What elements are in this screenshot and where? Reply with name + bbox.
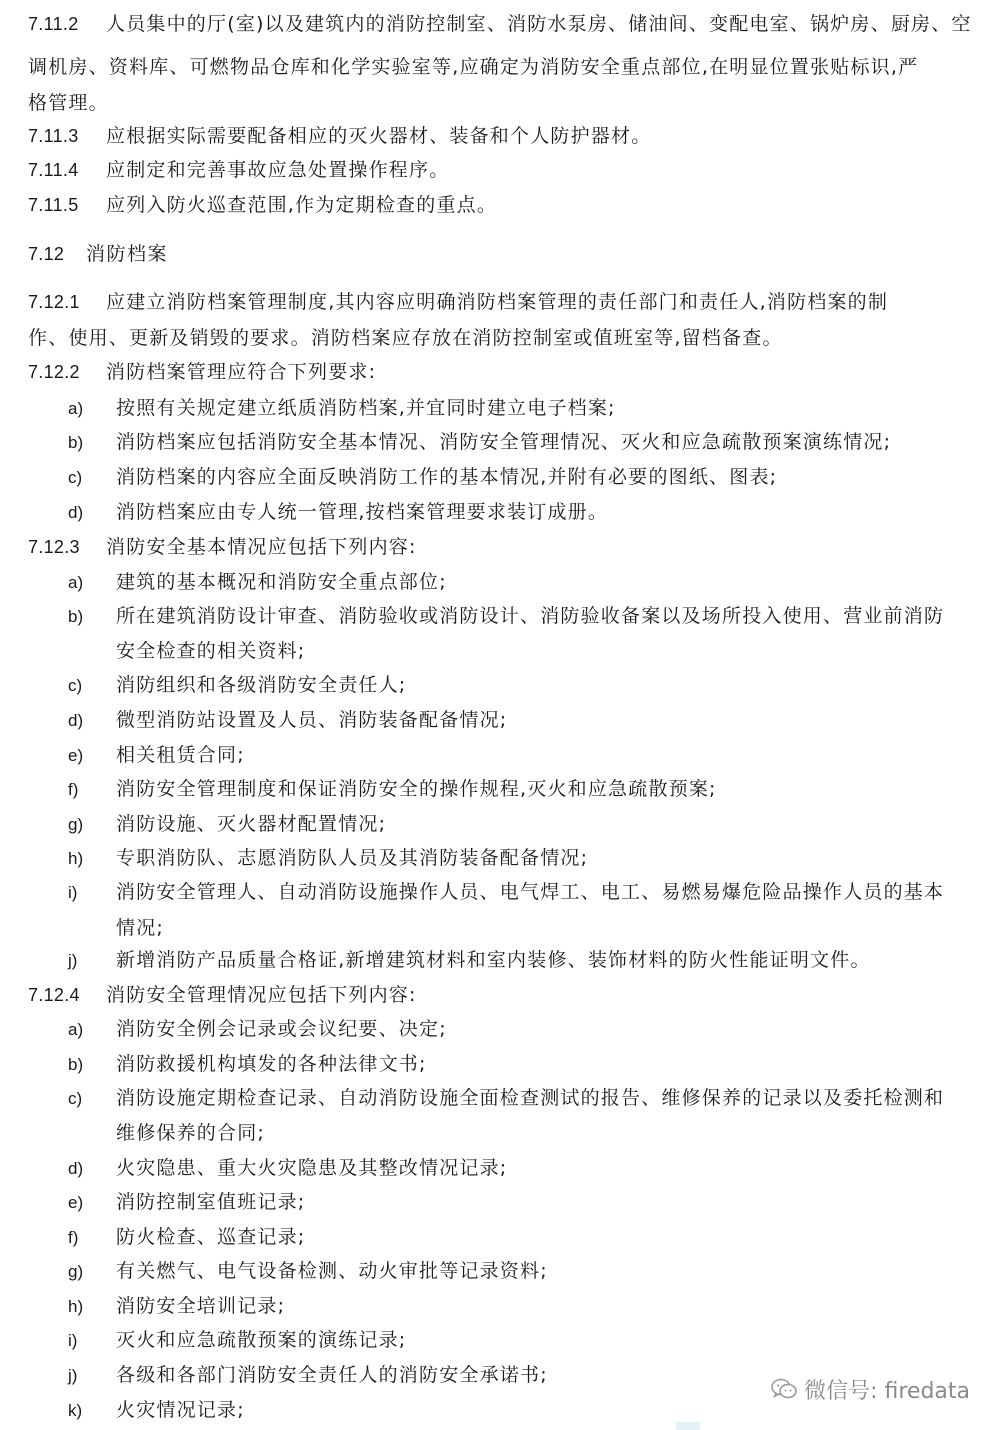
list-item	[28, 1156, 988, 1180]
list-item	[28, 948, 988, 972]
list-item-label: b)	[68, 1055, 84, 1074]
clause	[28, 360, 988, 384]
list-item-text: 消防安全培训记录;	[116, 1295, 286, 1317]
continuation-text: 调机房、资料库、可燃物品仓库和化学实验室等,应确定为消防安全重点部位,在明显位置张贴标识,严	[28, 56, 919, 78]
clause-text: 消防档案管理应符合下列要求:	[106, 361, 377, 383]
clause	[28, 535, 988, 559]
list-item-text: 消防设施、灭火器材配置情况;	[116, 813, 387, 835]
list-item	[28, 1017, 988, 1041]
continuation-line	[28, 916, 988, 940]
list-item-label: j)	[68, 951, 78, 970]
list-item-text: 灭火和应急疏散预案的演练记录;	[116, 1329, 407, 1351]
clause-text: 消防安全管理情况应包括下列内容:	[106, 984, 417, 1006]
list-item	[28, 812, 988, 836]
clause-text: 消防安全基本情况应包括下列内容:	[106, 536, 417, 558]
list-item-label: b)	[68, 607, 84, 626]
list-item	[28, 430, 988, 454]
wechat-watermark	[770, 1374, 970, 1404]
section-heading	[28, 242, 988, 266]
list-item	[28, 1052, 988, 1076]
list-item-text: 专职消防队、志愿消防队人员及其消防装备配备情况;	[116, 847, 589, 869]
list-item-label: b)	[68, 433, 84, 452]
continuation-wrap	[28, 916, 988, 940]
list-item-label: e)	[68, 1193, 84, 1212]
clause	[28, 12, 988, 36]
list-item-label: c)	[68, 676, 83, 695]
list-item-text: 相关租赁合同;	[116, 744, 245, 766]
clause-text: 人员集中的厅(室)以及建筑内的消防控制室、消防水泵房、储油间、变配电室、锅炉房、厨房、空	[106, 13, 972, 35]
list-item	[28, 604, 988, 628]
clause-number: 7.11.5	[28, 195, 79, 215]
list-item-text: 建筑的基本概况和消防安全重点部位;	[116, 571, 447, 593]
list-item-label: d)	[68, 711, 84, 730]
list-item	[28, 1328, 988, 1352]
watermark-text: 微信号: firedata	[804, 1378, 970, 1404]
continuation-line	[28, 639, 988, 663]
continuation-wrap	[28, 639, 988, 663]
section-title: 消防档案	[86, 243, 169, 265]
continuation-text: 情况;	[116, 917, 165, 939]
list-item-label: a)	[68, 573, 84, 592]
list-item-text: 消防档案应由专人统一管理,按档案管理要求装订成册。	[116, 501, 609, 523]
list-item-label: a)	[68, 399, 84, 418]
list-item	[28, 1225, 988, 1249]
continuation-wrap	[28, 55, 988, 79]
list-item-text: 火灾情况记录;	[116, 1399, 245, 1421]
list-item-text: 消防安全管理人、自动消防设施操作人员、电气焊工、电工、易燃易爆危险品操作人员的基本	[116, 881, 945, 903]
clause-text: 应列入防火巡查范围,作为定期检查的重点。	[106, 194, 498, 216]
section-number: 7.12	[28, 244, 65, 264]
wechat-icon	[770, 1377, 798, 1401]
list-item-label: f)	[68, 780, 79, 799]
list-item	[28, 396, 988, 420]
list-item-text: 各级和各部门消防安全责任人的消防安全承诺书;	[116, 1364, 548, 1386]
continuation-text: 维修保养的合同;	[116, 1122, 266, 1144]
decorative-mark	[676, 1422, 700, 1430]
clause-text: 应根据实际需要配备相应的灭火器材、装备和个人防护器材。	[106, 125, 652, 147]
continuation-text: 安全检查的相关资料;	[116, 640, 306, 662]
list-item-label: k)	[68, 1401, 83, 1420]
list-item-label: j)	[68, 1366, 78, 1385]
list-item-text: 消防安全例会记录或会议纪要、决定;	[116, 1018, 447, 1040]
list-item-label: h)	[68, 849, 84, 868]
clause	[28, 193, 988, 217]
list-item-text: 按照有关规定建立纸质消防档案,并宜同时建立电子档案;	[116, 397, 616, 419]
list-item-text: 新增消防产品质量合格证,新增建筑材料和室内装修、装饰材料的防火性能证明文件。	[116, 949, 871, 971]
list-item-text: 消防档案应包括消防安全基本情况、消防安全管理情况、灭火和应急疏散预案演练情况;	[116, 431, 892, 453]
list-item-label: e)	[68, 746, 84, 765]
list-item-label: c)	[68, 468, 83, 487]
list-item-text: 防火检查、巡查记录;	[116, 1226, 306, 1248]
list-item-text: 微型消防站设置及人员、消防装备配备情况;	[116, 709, 508, 731]
continuation-wrap	[28, 91, 988, 115]
clause-number: 7.11.2	[28, 14, 79, 34]
continuation-wrap	[28, 1121, 988, 1145]
list-item	[28, 1086, 988, 1110]
list-item	[28, 1294, 988, 1318]
list-item-text: 消防组织和各级消防安全责任人;	[116, 674, 407, 696]
list-item	[28, 500, 988, 524]
continuation-line	[28, 1121, 988, 1145]
continuation-line	[28, 55, 988, 79]
clause-number: 7.12.3	[28, 537, 80, 557]
list-item-label: f)	[68, 1228, 79, 1247]
continuation-wrap	[28, 326, 988, 350]
clause	[28, 983, 988, 1007]
list-item-label: g)	[68, 815, 84, 834]
clause-text: 应制定和完善事故应急处置操作程序。	[106, 159, 450, 181]
list-item	[28, 465, 988, 489]
list-item-label: i)	[68, 1331, 78, 1350]
list-item-text: 消防设施定期检查记录、自动消防设施全面检查测试的报告、维修保养的记录以及委托检测和	[116, 1087, 945, 1109]
list-item-text: 有关燃气、电气设备检测、动火审批等记录资料;	[116, 1260, 548, 1282]
list-item-label: c)	[68, 1089, 83, 1108]
clause-number: 7.11.3	[28, 126, 79, 146]
list-item-label: h)	[68, 1297, 84, 1316]
list-item	[28, 570, 988, 594]
list-item-label: d)	[68, 503, 84, 522]
continuation-line	[28, 326, 988, 350]
clause-number: 7.12.2	[28, 362, 80, 382]
clause	[28, 290, 988, 314]
list-item-label: d)	[68, 1159, 84, 1178]
continuation-text: 作、使用、更新及销毁的要求。消防档案应存放在消防控制室或值班室等,留档备查。	[28, 327, 783, 349]
list-item-text: 消防档案的内容应全面反映消防工作的基本情况,并附有必要的图纸、图表;	[116, 466, 778, 488]
clause-number: 7.12.1	[28, 292, 80, 312]
clause-text: 应建立消防档案管理制度,其内容应明确消防档案管理的责任部门和责任人,消防档案的制	[106, 291, 889, 313]
list-item-text: 火灾隐患、重大火灾隐患及其整改情况记录;	[116, 1157, 508, 1179]
clause	[28, 158, 988, 182]
clause	[28, 124, 988, 148]
list-item-label: a)	[68, 1020, 84, 1039]
list-item-text: 所在建筑消防设计审查、消防验收或消防设计、消防验收备案以及场所投入使用、营业前消防	[116, 605, 945, 627]
list-item	[28, 846, 988, 870]
continuation-line	[28, 91, 988, 115]
list-item-text: 消防安全管理制度和保证消防安全的操作规程,灭火和应急疏散预案;	[116, 778, 717, 800]
list-item-label: g)	[68, 1262, 84, 1281]
list-item-text: 消防救援机构填发的各种法律文书;	[116, 1053, 427, 1075]
list-item	[28, 777, 988, 801]
list-item	[28, 880, 988, 904]
list-item-label: i)	[68, 883, 78, 902]
continuation-text: 格管理。	[28, 92, 109, 114]
list-item	[28, 1190, 988, 1214]
list-item	[28, 673, 988, 697]
clause-number: 7.12.4	[28, 985, 80, 1005]
clause-number: 7.11.4	[28, 160, 79, 180]
list-item	[28, 1259, 988, 1283]
list-item-text: 消防控制室值班记录;	[116, 1191, 306, 1213]
list-item	[28, 743, 988, 767]
list-item	[28, 708, 988, 732]
